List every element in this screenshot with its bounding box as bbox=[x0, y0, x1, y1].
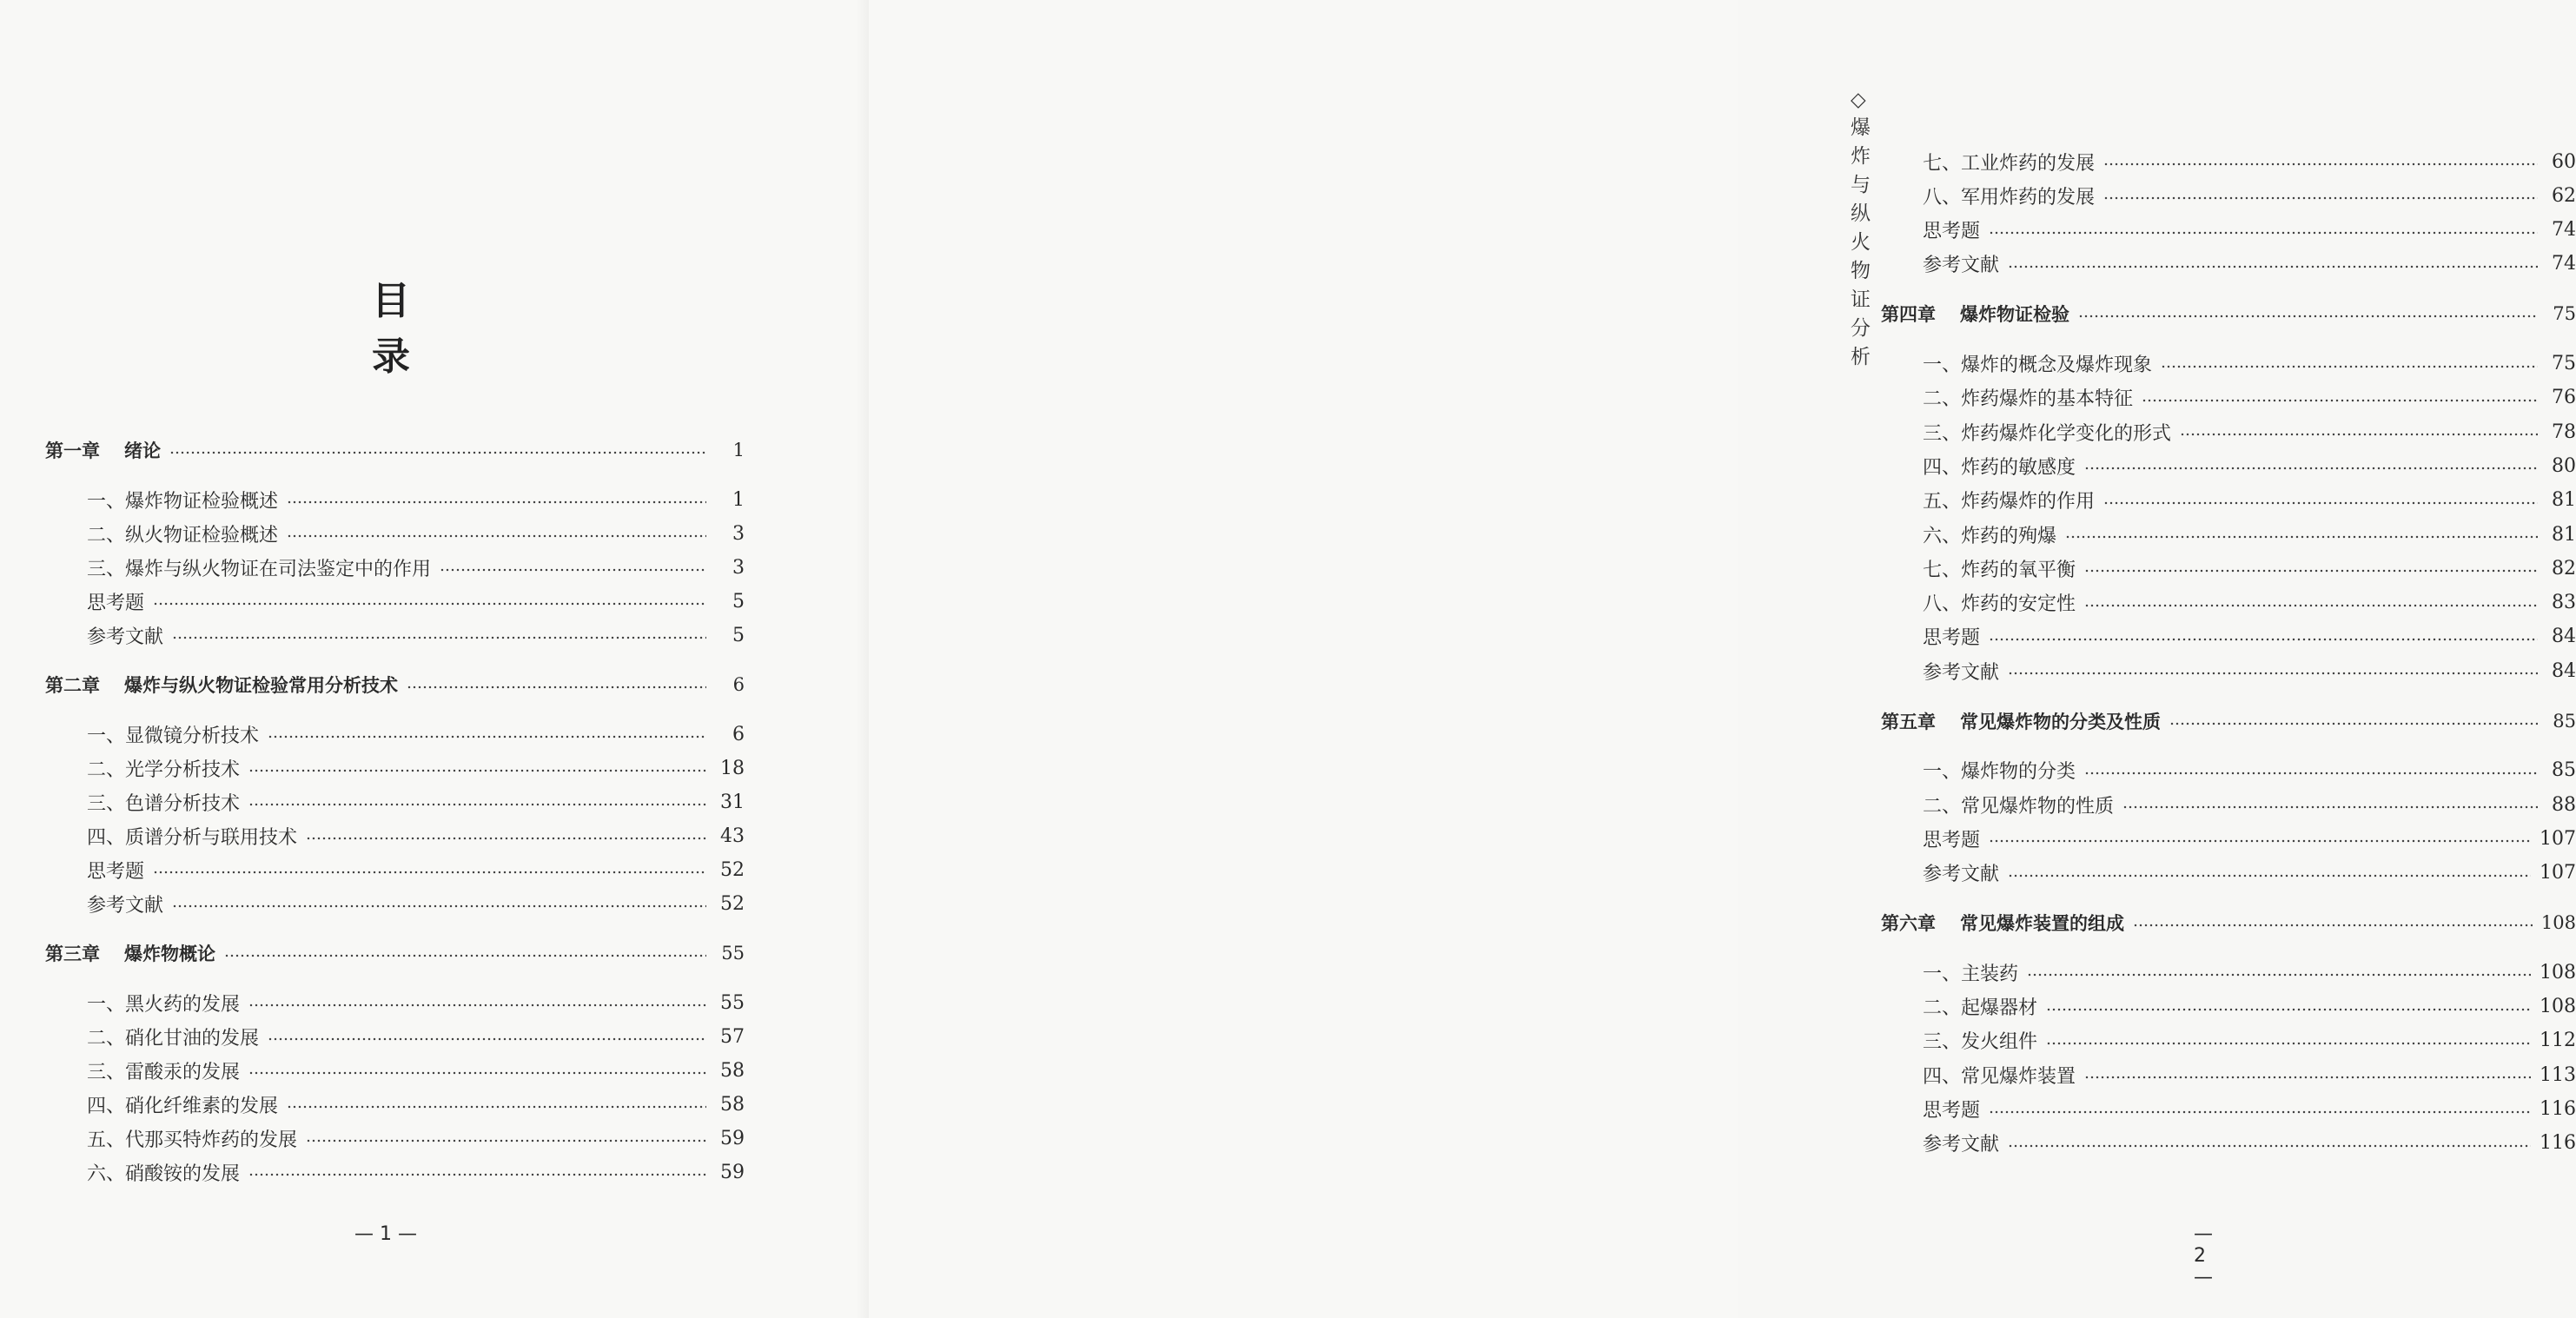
dot-leader bbox=[1989, 1110, 2531, 1114]
dot-leader bbox=[224, 954, 706, 957]
toc-section-entry bbox=[45, 786, 745, 818]
toc-entry-title bbox=[45, 940, 215, 966]
dot-leader bbox=[248, 1071, 706, 1075]
toc-entry-title: 二、光学分析技术 bbox=[87, 758, 241, 781]
toc-page-number: 1 bbox=[732, 488, 745, 511]
toc-entry-title: 思考题 bbox=[87, 592, 145, 614]
toc-entry-title: 参考文献 bbox=[87, 626, 164, 648]
dot-leader bbox=[2008, 265, 2538, 268]
dot-leader bbox=[287, 1105, 706, 1109]
dot-leader bbox=[1989, 839, 2531, 843]
dot-leader bbox=[268, 1037, 706, 1041]
toc-page-number: 116 bbox=[2540, 1132, 2576, 1155]
toc-entry-title: 一、主装药 bbox=[1923, 963, 2019, 985]
toc-page-number: 82 bbox=[2552, 557, 2576, 580]
toc-section-entry bbox=[45, 1021, 745, 1052]
dot-leader bbox=[287, 500, 706, 504]
toc-entry-title: 思考题 bbox=[1923, 829, 1981, 851]
page-number-right: — 2 — bbox=[2194, 1223, 2213, 1288]
toc-page-number: 75 bbox=[2552, 353, 2576, 374]
dot-leader bbox=[2084, 467, 2538, 470]
chapter-number: 第三章 bbox=[45, 944, 100, 964]
toc-entry-title: 二、起爆器材 bbox=[1923, 997, 2038, 1020]
toc-page-number: 83 bbox=[2552, 592, 2576, 614]
dot-leader bbox=[169, 451, 706, 454]
toc-page-number: 5 bbox=[732, 624, 745, 646]
toc-page-number: 84 bbox=[2552, 626, 2576, 648]
toc-entry-title: 思考题 bbox=[1923, 627, 1981, 650]
chapter-title: 常见爆炸装置的组成 bbox=[1960, 913, 2124, 934]
toc-chapter-entry bbox=[45, 669, 745, 700]
toc-page-number: 112 bbox=[2540, 1030, 2576, 1052]
toc-page-number: 60 bbox=[2552, 150, 2576, 173]
toc-page-number: 55 bbox=[720, 991, 745, 1014]
toc-section-entry bbox=[45, 518, 745, 549]
toc-entry-title: 三、炸药爆炸化学变化的形式 bbox=[1923, 422, 2172, 445]
dot-leader bbox=[153, 871, 706, 874]
toc-entry-title bbox=[45, 672, 398, 698]
dot-leader bbox=[2161, 365, 2538, 368]
toc-section-entry bbox=[1881, 146, 2576, 177]
toc-section-entry bbox=[1881, 416, 2576, 447]
dot-leader bbox=[2008, 1144, 2531, 1148]
toc-heading: 目 录 bbox=[372, 279, 500, 379]
toc-section-entry bbox=[1881, 957, 2576, 988]
dot-leader bbox=[248, 1003, 706, 1007]
running-head-title: 爆炸与纵火物证分析 bbox=[1851, 116, 1871, 368]
toc-page-number: 52 bbox=[720, 892, 745, 915]
dot-leader bbox=[2084, 604, 2538, 607]
toc-section-entry bbox=[45, 888, 745, 919]
toc-entry-title bbox=[45, 437, 161, 463]
toc-page-number: 108 bbox=[2540, 912, 2576, 933]
toc-entry-title: 思考题 bbox=[87, 860, 145, 883]
toc-section-entry bbox=[45, 987, 745, 1018]
toc-section-entry bbox=[45, 752, 745, 784]
toc-entry-title: 七、炸药的氧平衡 bbox=[1923, 559, 2076, 581]
toc-entry-title: 一、爆炸的概念及爆炸现象 bbox=[1923, 354, 2153, 376]
toc-section-entry bbox=[45, 586, 745, 617]
toc-section-entry bbox=[45, 854, 745, 885]
toc-section-entry bbox=[45, 719, 745, 750]
toc-page-number: 59 bbox=[720, 1161, 745, 1183]
toc-entry-title bbox=[1881, 301, 2069, 327]
dot-leader bbox=[2027, 973, 2531, 977]
toc-page-number: 6 bbox=[732, 674, 745, 695]
toc-page-number: 88 bbox=[2552, 793, 2576, 816]
toc-section-entry bbox=[1881, 1094, 2576, 1125]
toc-section-entry bbox=[1881, 755, 2576, 786]
toc-section-entry bbox=[45, 820, 745, 851]
toc-entry-title bbox=[1881, 708, 2161, 734]
toc-entry-title: 四、常见爆炸装置 bbox=[1923, 1065, 2076, 1088]
toc-section-entry bbox=[45, 1123, 745, 1154]
toc-section-entry bbox=[45, 1156, 745, 1188]
chapter-title: 爆炸与纵火物证检验常用分析技术 bbox=[124, 675, 398, 696]
toc-entry-title: 四、硝化纤维素的发展 bbox=[87, 1095, 279, 1117]
toc-page-number: 57 bbox=[720, 1025, 745, 1048]
left-page bbox=[0, 0, 869, 1318]
toc-page-number: 81 bbox=[2552, 523, 2576, 546]
toc-section-entry bbox=[1881, 587, 2576, 619]
toc-entry-title: 六、炸药的殉爆 bbox=[1923, 525, 2057, 547]
dot-leader bbox=[2103, 501, 2538, 505]
toc-chapter-entry bbox=[45, 434, 745, 466]
toc-page-number: 113 bbox=[2540, 1063, 2576, 1086]
toc-section-entry bbox=[1881, 823, 2576, 854]
toc-page-number: 55 bbox=[721, 943, 745, 964]
chapter-number: 第一章 bbox=[45, 440, 100, 461]
dot-leader bbox=[287, 534, 706, 538]
dot-leader bbox=[2008, 874, 2531, 878]
toc-section-entry bbox=[1881, 382, 2576, 414]
dot-leader bbox=[2078, 315, 2538, 318]
dot-leader bbox=[2084, 1076, 2531, 1079]
toc-entry-title: 二、纵火物证检验概述 bbox=[87, 524, 279, 546]
toc-page-number: 81 bbox=[2552, 489, 2576, 512]
toc-entry-title: 八、军用炸药的发展 bbox=[1923, 186, 2096, 209]
toc-page-number: 85 bbox=[2553, 710, 2576, 732]
dot-leader bbox=[2084, 772, 2538, 775]
toc-entry-title: 二、炸药爆炸的基本特征 bbox=[1923, 388, 2134, 411]
toc-page-number: 18 bbox=[720, 757, 745, 779]
toc-entry-title: 参考文献 bbox=[1923, 255, 2000, 277]
toc-entry-title: 一、爆炸物证检验概述 bbox=[87, 490, 279, 513]
chapter-title: 爆炸物证检验 bbox=[1960, 304, 2069, 326]
chapter-title: 常见爆炸物的分类及性质 bbox=[1960, 711, 2161, 732]
toc-section-entry bbox=[1881, 1025, 2576, 1056]
chapter-title: 爆炸物概论 bbox=[124, 944, 215, 964]
toc-section-entry bbox=[1881, 1059, 2576, 1090]
toc-section-entry bbox=[45, 552, 745, 583]
dot-leader bbox=[248, 1173, 706, 1176]
toc-entry-title: 参考文献 bbox=[1923, 1134, 2000, 1156]
toc-entry-title: 五、炸药爆炸的作用 bbox=[1923, 491, 2096, 513]
chapter-number: 第六章 bbox=[1881, 913, 1936, 934]
dot-leader bbox=[2122, 805, 2538, 809]
toc-page-number: 108 bbox=[2540, 961, 2576, 984]
toc-entry-title: 三、色谱分析技术 bbox=[87, 792, 241, 815]
toc-section-entry bbox=[45, 1089, 745, 1120]
toc-section-entry bbox=[1881, 553, 2576, 584]
dot-leader bbox=[2180, 433, 2538, 436]
dot-leader bbox=[2169, 722, 2538, 725]
toc-entry-title: 五、代那买特炸药的发展 bbox=[87, 1129, 298, 1151]
toc-entry-title: 四、质谱分析与联用技术 bbox=[87, 826, 298, 849]
dot-leader bbox=[2046, 1042, 2531, 1045]
toc-entry-title: 六、硝酸铵的发展 bbox=[87, 1162, 241, 1185]
toc-page-number: 6 bbox=[732, 723, 745, 745]
toc-page-number: 3 bbox=[732, 522, 745, 545]
toc-entry-title: 参考文献 bbox=[1923, 864, 2000, 886]
toc-page-number: 52 bbox=[720, 858, 745, 881]
toc-section-entry bbox=[1881, 348, 2576, 380]
toc-page-number: 107 bbox=[2540, 862, 2576, 884]
toc-page-number: 75 bbox=[2553, 303, 2576, 325]
dot-leader bbox=[2008, 672, 2538, 675]
toc-page-number: 78 bbox=[2552, 421, 2576, 443]
toc-section-entry bbox=[1881, 621, 2576, 652]
toc-page-number: 31 bbox=[720, 791, 745, 813]
toc-page-number: 74 bbox=[2552, 253, 2576, 275]
dot-leader bbox=[1989, 638, 2538, 641]
toc-page-number: 107 bbox=[2540, 827, 2576, 850]
toc-section-entry bbox=[1881, 215, 2576, 246]
toc-entry-title: 二、常见爆炸物的性质 bbox=[1923, 795, 2115, 818]
chapter-title: 绪论 bbox=[124, 440, 161, 461]
toc-section-entry bbox=[1881, 180, 2576, 211]
toc-chapter-entry bbox=[1881, 298, 2576, 329]
toc-entry-title: 二、硝化甘油的发展 bbox=[87, 1027, 260, 1050]
chapter-number: 第四章 bbox=[1881, 304, 1936, 326]
dot-leader bbox=[172, 904, 706, 908]
toc-page-number: 80 bbox=[2552, 454, 2576, 477]
toc-entry-title: 一、黑火药的发展 bbox=[87, 993, 241, 1016]
toc-entry-title: 三、雷酸汞的发展 bbox=[87, 1061, 241, 1083]
toc-entry-title: 思考题 bbox=[1923, 1100, 1981, 1122]
dot-leader bbox=[153, 602, 706, 606]
chapter-number: 第五章 bbox=[1881, 711, 1936, 732]
toc-section-entry bbox=[1881, 248, 2576, 280]
toc-page-number: 59 bbox=[720, 1127, 745, 1149]
toc-page-number: 1 bbox=[732, 440, 745, 460]
toc-chapter-entry bbox=[1881, 907, 2576, 938]
toc-entry-title bbox=[1881, 910, 2124, 936]
dot-leader bbox=[2046, 1008, 2531, 1011]
toc-section-entry bbox=[1881, 519, 2576, 550]
dot-leader bbox=[2103, 162, 2538, 166]
toc-entry-title: 思考题 bbox=[1923, 221, 1981, 243]
chapter-number: 第二章 bbox=[45, 675, 100, 696]
toc-entry-title: 七、工业炸药的发展 bbox=[1923, 152, 2096, 175]
toc-entry-title: 参考文献 bbox=[1923, 661, 2000, 684]
toc-page-number: 108 bbox=[2540, 996, 2576, 1018]
toc-page-number: 84 bbox=[2552, 659, 2576, 682]
toc-section-entry bbox=[1881, 789, 2576, 820]
toc-section-entry bbox=[1881, 450, 2576, 481]
dot-leader bbox=[2084, 569, 2538, 573]
toc-section-entry bbox=[1881, 858, 2576, 889]
toc-page-number: 62 bbox=[2552, 184, 2576, 207]
dot-leader bbox=[2133, 924, 2533, 927]
toc-page-number: 116 bbox=[2540, 1098, 2576, 1120]
diamond-icon: ◇ bbox=[1851, 89, 1866, 111]
toc-chapter-entry bbox=[1881, 705, 2576, 737]
dot-leader bbox=[172, 636, 706, 639]
toc-section-entry bbox=[1881, 655, 2576, 686]
dot-leader bbox=[248, 803, 706, 806]
dot-leader bbox=[440, 568, 706, 572]
toc-entry-title: 三、发火组件 bbox=[1923, 1031, 2038, 1054]
toc-page-number: 76 bbox=[2552, 387, 2576, 409]
dot-leader bbox=[306, 837, 706, 840]
toc-section-entry bbox=[45, 484, 745, 515]
dot-leader bbox=[2065, 535, 2538, 539]
dot-leader bbox=[248, 769, 706, 772]
toc-entry-title: 八、炸药的安定性 bbox=[1923, 593, 2076, 616]
toc-entry-title: 参考文献 bbox=[87, 894, 164, 917]
dot-leader bbox=[2142, 399, 2538, 402]
dot-leader bbox=[306, 1139, 706, 1142]
toc-entry-title: 四、炸药的敏感度 bbox=[1923, 456, 2076, 479]
toc-page-number: 5 bbox=[732, 590, 745, 613]
toc-section-entry bbox=[45, 1055, 745, 1086]
dot-leader bbox=[1989, 231, 2538, 235]
toc-page-number: 74 bbox=[2552, 219, 2576, 242]
dot-leader bbox=[407, 685, 706, 689]
dot-leader bbox=[2103, 196, 2538, 200]
toc-page-number: 58 bbox=[720, 1093, 745, 1116]
dot-leader bbox=[268, 735, 706, 738]
toc-section-entry bbox=[1881, 1128, 2576, 1159]
toc-page-number: 3 bbox=[732, 556, 745, 579]
toc-section-entry bbox=[1881, 485, 2576, 516]
page-number-left: — 1 — bbox=[354, 1223, 417, 1245]
running-head bbox=[1851, 89, 1875, 369]
toc-section-entry bbox=[1881, 991, 2576, 1023]
right-page bbox=[869, 0, 2576, 1318]
toc-page-number: 58 bbox=[720, 1059, 745, 1082]
toc-chapter-entry bbox=[45, 937, 745, 969]
toc-entry-title: 一、显微镜分析技术 bbox=[87, 725, 260, 747]
toc-section-entry bbox=[45, 619, 745, 651]
toc-page-number: 43 bbox=[720, 825, 745, 847]
toc-entry-title: 三、爆炸与纵火物证在司法鉴定中的作用 bbox=[87, 558, 432, 580]
toc-page-number: 85 bbox=[2552, 759, 2576, 782]
toc-entry-title: 一、爆炸物的分类 bbox=[1923, 761, 2076, 784]
